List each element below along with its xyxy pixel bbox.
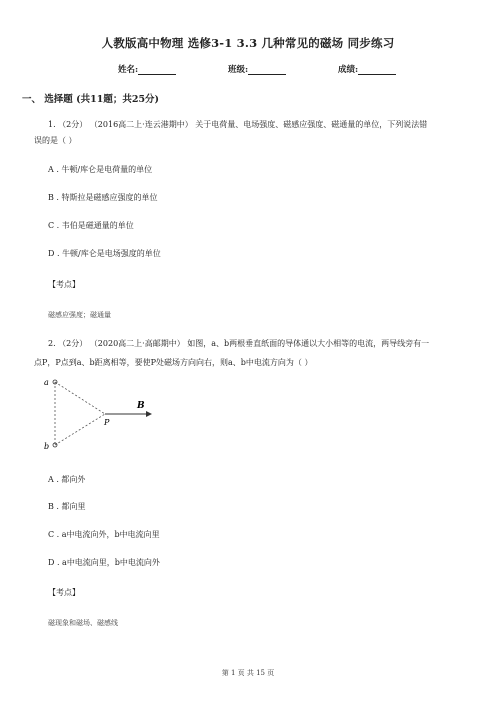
class-blank (248, 65, 286, 75)
question-2-option-a: A . 都向外 (48, 475, 86, 484)
score-field (338, 63, 396, 75)
label-b: b (44, 442, 50, 451)
line-a-to-p (55, 382, 105, 414)
score-label: 成绩: (338, 65, 359, 75)
question-2-option-d: D . a中电流向里，b中电流向外 (48, 558, 160, 567)
question-2-kaodian-label: 【考点】 (48, 588, 80, 597)
question-1-line-2: 误的是（ ） (34, 136, 77, 145)
question-1-line-1: 1. （2分） （2016高二上·连云港期中） 关于电荷量、电场强度、磁感应强度、磁通量的单位，下列说法错 (48, 120, 428, 129)
label-p: P (104, 418, 110, 427)
page-title: 人教版高中物理 选修3-1 3.3 几种常见的磁场 同步练习 (101, 36, 395, 50)
question-1-option-d: D . 牛顿/库仑是电场强度的单位 (48, 249, 161, 258)
score-blank (358, 65, 396, 75)
section-heading: 一、 选择题 (共11题；共25分) (22, 94, 160, 105)
page-footer: 第 1 页 共 15 页 (221, 669, 275, 677)
name-blank (138, 65, 176, 75)
question-1-kaodian-label: 【考点】 (48, 280, 80, 289)
question-1-option-c: C . 韦伯是磁通量的单位 (48, 221, 134, 230)
label-field-b: B (137, 401, 145, 411)
question-2-option-b: B . 都向里 (48, 502, 86, 511)
name-field (118, 63, 176, 75)
question-1-option-b: B . 特斯拉是磁感应强度的单位 (48, 193, 158, 202)
question-2-kaodian: 磁现象和磁场、磁感线 (48, 619, 118, 627)
question-2-line-1: 2. （2分） （2020高二上·高邮期中） 如图，a、b两根垂直纸面的导体通以大小相等的电流，两导线旁有一 (48, 339, 430, 348)
class-field (228, 63, 286, 75)
question-2-figure (34, 376, 158, 456)
class-label: 班级: (228, 65, 249, 75)
label-a: a (44, 378, 49, 387)
name-label: 姓名: (118, 65, 139, 75)
question-2-option-c: C . a中电流向外，b中电流向里 (48, 530, 160, 539)
arrow-head-icon (146, 411, 152, 417)
question-1-option-a: A . 牛顿/库仑是电荷量的单位 (48, 165, 153, 174)
line-b-to-p (55, 414, 105, 445)
question-1-kaodian: 磁感应强度；磁通量 (48, 311, 111, 319)
question-2-line-2: 点P，P点到a、b距离相等，要使P处磁场方向向右，则a、b中电流方向为（ ） (34, 358, 313, 367)
